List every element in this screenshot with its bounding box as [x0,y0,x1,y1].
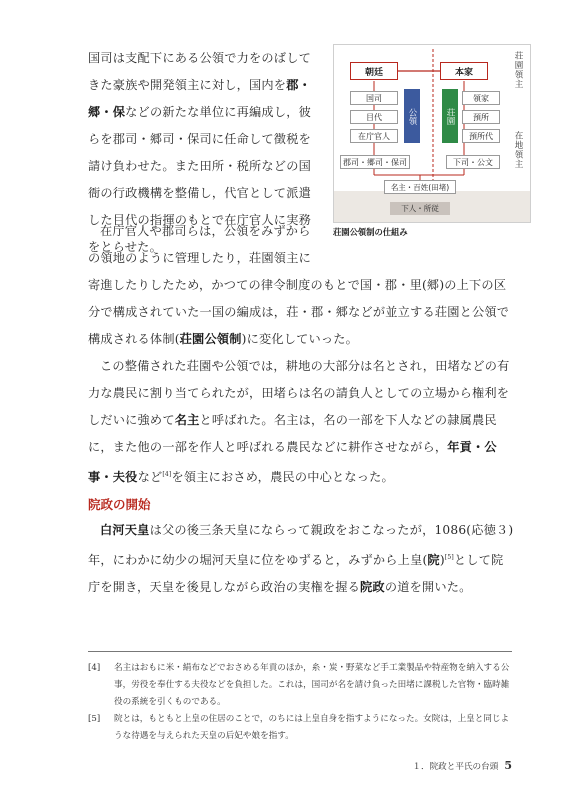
zaicho-text-a: 在庁官人や郡司らは，公領をみずからの領地のように管理したり，荘園領主に寄進したりしたため，かつての律令制度のもとで国・郡・里(郷)の上下の区分で構成されていた一国の編成は，荘・郡・郷などが並立する荘園と公領で構成される体制( [88,224,510,346]
box-honke: 本家 [440,62,488,80]
footnote-ref-4[interactable]: [4] [162,471,172,478]
footnote-divider [88,651,512,652]
box-kokushi: 国司 [350,91,398,105]
keyword-gun-go-ho: 郡・郷・保 [88,78,311,119]
label-zaichi-ryoshu: 在地領主 [513,131,523,169]
page-number: 5 [504,759,512,772]
box-chotei: 朝廷 [350,62,398,80]
box-azukaridai: 預所代 [462,129,500,143]
footnote-5-text: 院とは，もともと上皇の住居のことで，のちには上皇自身を指すようになった。女院は，上皇と同じような待遇を与えられた天皇の后妃や娘を指す。 [114,714,510,741]
footnote-ref-5[interactable]: [5] [444,554,454,561]
box-gesu: 下司・公文 [446,155,500,169]
box-genin: 下人・所従 [390,202,450,215]
footnote-4-text: 名主はおもに米・絹布などでおさめる年貢のほか，糸・炭・野菜など手工業製品や特産物を納入する公事，労役を奉仕する夫役などを負担した。これは，国司が名を請け負った田堵に課税した官物・臨時雑役の系統を引くものである。 [114,663,510,707]
diagram-caption: 荘園公領制の仕組み [333,227,408,237]
paragraph-zaicho [88,218,514,353]
keyword-shoen-koryo-sei: 荘園公領制 [179,332,242,346]
footnote-4-number: [4] [88,663,101,673]
footnote-5-number: [5] [88,714,101,724]
keyword-myoshu: 名主 [174,413,200,427]
box-azukari: 預所 [462,110,500,124]
box-myoshu: 名主・百姓(田堵) [384,180,456,194]
keyword-insei: 院政 [360,580,385,595]
band-koryo: 公領 [404,89,420,143]
keyword-in: 院 [427,553,440,568]
box-gunji: 郡司・郷司・保司 [340,155,410,169]
shoen-koryo-diagram [333,44,531,223]
zaicho-text-c: )に変化していった。 [241,332,359,346]
section-heading-insei: 院政の開始 [88,497,151,512]
label-shoen-ryoshu: 荘園領主 [513,51,523,89]
paragraph-myoshu: この整備された荘園や公領では，耕地の大部分は名とされ，田堵などの有力な農民に割り当てられたが，田堵らは名の請負人としての立場から権利をしだいに強めて名主と呼ばれた。名主は，名の一部を下人などの隷属農民に，また他の一部を作人と呼ばれる農民などに耕作させながら，年貢・公事・夫役など[4]を領主におさめ，農民の中心となった。 [88,359,510,485]
paragraph-insei: 白河天皇は父の後三条天皇にならって親政をおこなったが，1086(応徳３)年，にわかに幼少の堀河天皇に位をゆずると，みずから上皇(院)[5]として院庁を開き，天皇を後見しながら政治の実権を握る院政の道を開いた。 [88,523,514,595]
band-shoen: 荘園 [442,89,458,143]
page-footer [412,759,512,772]
paragraph-kokushi: 国司は支配下にある公領で力をのばしてきた豪族や開発領主に対し，国内を郡・郷・保などの新たな単位に再編成し，彼らを郡司・郷司・保司に任命して徴税を請け負わせた。また田所・税所などの国衙の行政機構を整備し，代官として派遣した目代の指揮のもとで在庁官人に実務をとらせた。 [88,51,311,254]
keyword-nengu-kuji-buyaku: 年貢・公事・夫役 [88,440,497,485]
box-ryoke: 領家 [462,91,500,105]
chapter-title: １．院政と平氏の台頭 [412,762,499,772]
keyword-shirakawa: 白河天皇 [100,523,150,537]
box-mokudai: 目代 [350,110,398,124]
box-zaicho: 在庁官人 [350,129,398,143]
